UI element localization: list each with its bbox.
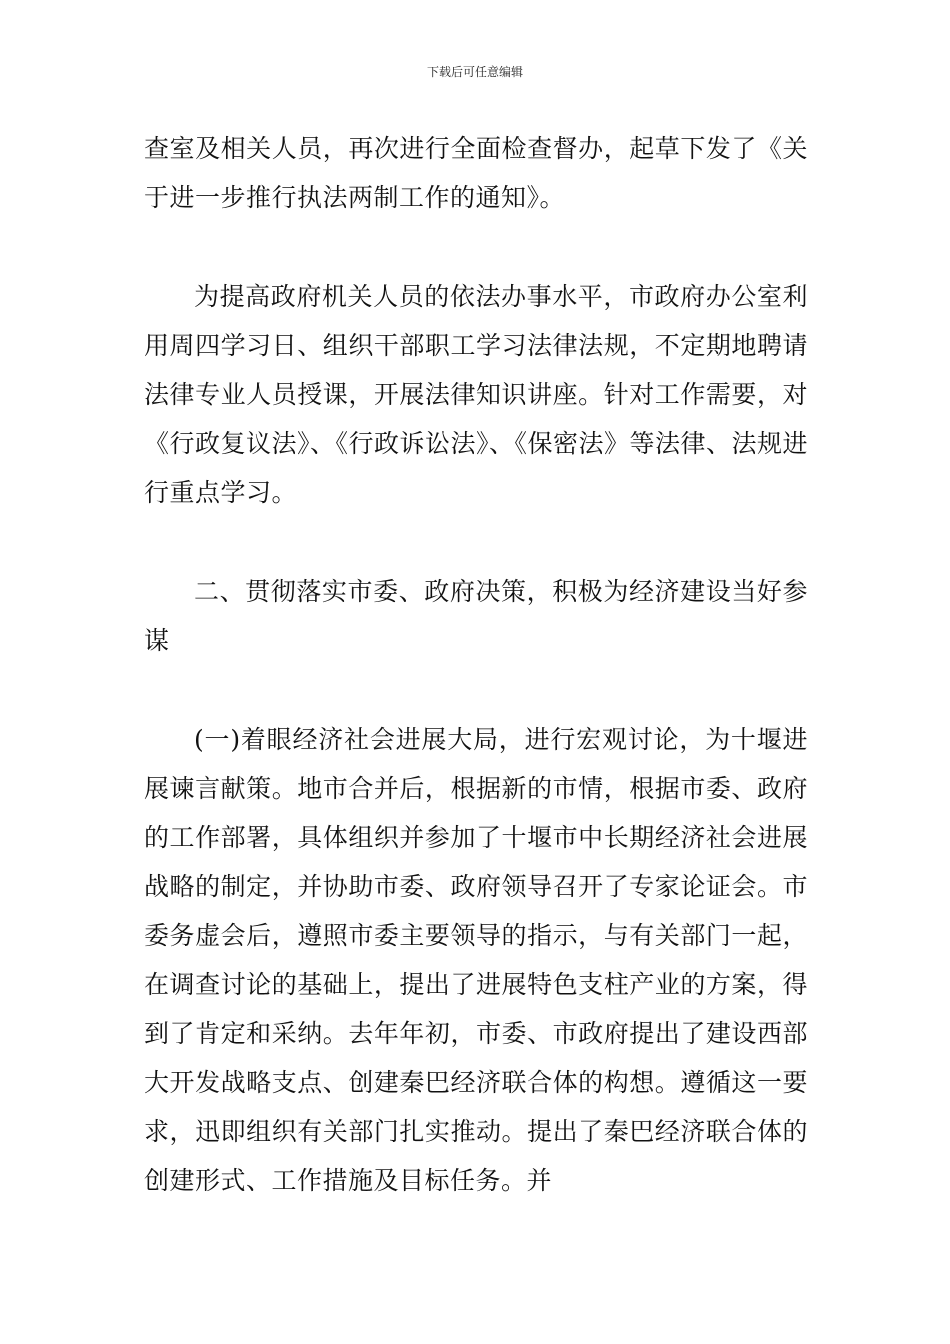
paragraph-macro-research: (一)着眼经济社会进展大局，进行宏观讨论，为十堰进展谏言献策。地市合并后，根据新的市情，根据市委、政府的工作部署，具体组织并参加了十堰市中长期经济社会进展战略的制定，并协助市委、政府领导召开了专家论证会。市委务虚会后，遵照市委主要领导的指示，与有关部门一起，在调查讨论的基础上，提出了进展特色支柱产业的方案，得到了肯定和采纳。去年年初，市委、市政府提出了建设西部大开发战略支点、创建秦巴经济联合体的构想。遵循这一要求，迅即组织有关部门扎实推动。提出了秦巴经济联合体的创建形式、工作措施及目标任务。并: [144, 725, 808, 1195]
document-body: [144, 124, 808, 1205]
page-header-note: 下载后可任意编辑: [426, 65, 523, 79]
paragraph-gap: [144, 665, 808, 715]
paragraph-legal-study: 为提高政府机关人员的依法办事水平，市政府办公室利用周四学习日、组织干部职工学习法律法规，不定期地聘请法律专业人员授课，开展法律知识讲座。针对工作需要，对《行政复议法》、《行政诉讼法》、《保密法》等法律、法规进行重点学习。: [144, 282, 809, 507]
paragraph-gap: [144, 517, 808, 567]
paragraph-continuation: 查室及相关人员，再次进行全面检查督办，起草下发了《关于进一步推行执法两制工作的通知》。: [144, 134, 808, 212]
section-heading-2: 二、贯彻落实市委、政府决策，积极为经济建设当好参谋: [144, 577, 808, 655]
paragraph-gap: [144, 222, 808, 272]
